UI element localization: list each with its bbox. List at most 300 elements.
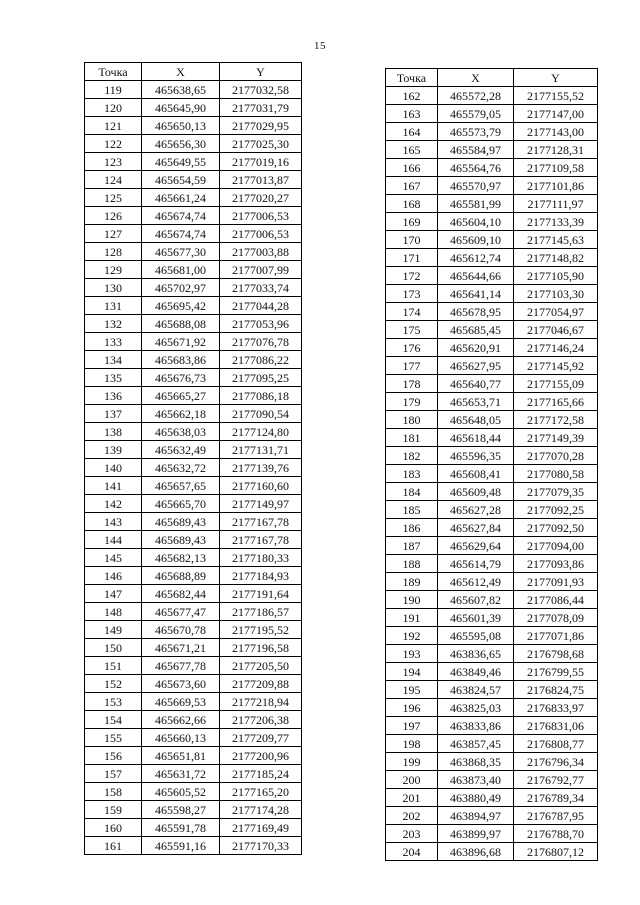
cell-x: 465671,92 [142, 333, 220, 351]
cell-y: 2177013,87 [220, 171, 302, 189]
table-row [386, 429, 598, 447]
cell-y: 2177078,09 [514, 609, 598, 627]
cell-x: 465670,78 [142, 621, 220, 639]
cell-x: 465650,13 [142, 117, 220, 135]
cell-point: 125 [85, 189, 142, 207]
table-row [386, 573, 598, 591]
cell-y: 2177148,82 [514, 249, 598, 267]
cell-x: 465629,64 [438, 537, 514, 555]
cell-x: 463836,65 [438, 645, 514, 663]
table-row [85, 639, 302, 657]
cell-x: 465677,78 [142, 657, 220, 675]
cell-x: 465584,97 [438, 141, 514, 159]
cell-point: 168 [386, 195, 438, 213]
cell-y: 2177145,92 [514, 357, 598, 375]
cell-point: 194 [386, 663, 438, 681]
cell-x: 465676,73 [142, 369, 220, 387]
cell-point: 134 [85, 351, 142, 369]
cell-y: 2177092,50 [514, 519, 598, 537]
cell-point: 172 [386, 267, 438, 285]
cell-y: 2177139,76 [220, 459, 302, 477]
cell-x: 463825,03 [438, 699, 514, 717]
cell-y: 2177071,86 [514, 627, 598, 645]
cell-point: 179 [386, 393, 438, 411]
table-row [85, 441, 302, 459]
cell-x: 465627,84 [438, 519, 514, 537]
cell-y: 2177006,53 [220, 225, 302, 243]
cell-y: 2177196,58 [220, 639, 302, 657]
cell-x: 465702,97 [142, 279, 220, 297]
cell-y: 2177079,35 [514, 483, 598, 501]
cell-point: 123 [85, 153, 142, 171]
table-row [386, 321, 598, 339]
table-row [85, 153, 302, 171]
table-row [386, 807, 598, 825]
cell-point: 181 [386, 429, 438, 447]
cell-y: 2176788,70 [514, 825, 598, 843]
cell-point: 132 [85, 315, 142, 333]
cell-x: 465682,44 [142, 585, 220, 603]
table-row [85, 675, 302, 693]
table-row [85, 603, 302, 621]
cell-x: 465618,44 [438, 429, 514, 447]
table-row [386, 159, 598, 177]
cell-y: 2177086,44 [514, 591, 598, 609]
cell-point: 187 [386, 537, 438, 555]
cell-x: 465564,76 [438, 159, 514, 177]
cell-point: 121 [85, 117, 142, 135]
table-row [85, 621, 302, 639]
cell-x: 465688,08 [142, 315, 220, 333]
table-row [85, 513, 302, 531]
cell-y: 2177070,28 [514, 447, 598, 465]
cell-x: 465595,08 [438, 627, 514, 645]
cell-y: 2176824,75 [514, 681, 598, 699]
cell-y: 2177019,16 [220, 153, 302, 171]
cell-point: 144 [85, 531, 142, 549]
cell-y: 2177200,96 [220, 747, 302, 765]
table-row [85, 261, 302, 279]
table-row [386, 591, 598, 609]
cell-x: 465682,13 [142, 549, 220, 567]
cell-y: 2177191,64 [220, 585, 302, 603]
table-row [386, 87, 598, 105]
cell-y: 2177046,67 [514, 321, 598, 339]
table-row [85, 189, 302, 207]
cell-point: 190 [386, 591, 438, 609]
cell-point: 148 [85, 603, 142, 621]
cell-point: 178 [386, 375, 438, 393]
cell-point: 173 [386, 285, 438, 303]
header-x: X [142, 63, 220, 81]
cell-point: 171 [386, 249, 438, 267]
cell-x: 463868,35 [438, 753, 514, 771]
cell-y: 2177128,31 [514, 141, 598, 159]
table-row [85, 369, 302, 387]
cell-y: 2177032,58 [220, 81, 302, 99]
cell-y: 2177095,25 [220, 369, 302, 387]
cell-point: 152 [85, 675, 142, 693]
cell-point: 137 [85, 405, 142, 423]
cell-y: 2177133,39 [514, 213, 598, 231]
table-row [386, 699, 598, 717]
cell-x: 465645,90 [142, 99, 220, 117]
table-row [386, 663, 598, 681]
table-row [386, 231, 598, 249]
header-point: Точка [386, 69, 438, 87]
cell-x: 465654,59 [142, 171, 220, 189]
table-row [386, 717, 598, 735]
cell-x: 463824,57 [438, 681, 514, 699]
cell-y: 2177160,60 [220, 477, 302, 495]
table-row [386, 267, 598, 285]
cell-x: 465605,52 [142, 783, 220, 801]
cell-y: 2177025,30 [220, 135, 302, 153]
table-row [85, 315, 302, 333]
cell-x: 465651,81 [142, 747, 220, 765]
cell-point: 174 [386, 303, 438, 321]
cell-x: 463857,45 [438, 735, 514, 753]
cell-x: 463899,97 [438, 825, 514, 843]
cell-point: 129 [85, 261, 142, 279]
cell-point: 193 [386, 645, 438, 663]
cell-point: 166 [386, 159, 438, 177]
table-row [386, 447, 598, 465]
cell-y: 2177146,24 [514, 339, 598, 357]
cell-x: 465620,91 [438, 339, 514, 357]
cell-y: 2177033,74 [220, 279, 302, 297]
cell-point: 159 [85, 801, 142, 819]
table-row [386, 105, 598, 123]
table-row [85, 531, 302, 549]
cell-y: 2177044,28 [220, 297, 302, 315]
table-row [85, 225, 302, 243]
cell-point: 164 [386, 123, 438, 141]
cell-point: 197 [386, 717, 438, 735]
table-row [85, 585, 302, 603]
cell-y: 2177086,22 [220, 351, 302, 369]
cell-x: 465657,65 [142, 477, 220, 495]
cell-y: 2177145,63 [514, 231, 598, 249]
table-row [386, 681, 598, 699]
cell-point: 151 [85, 657, 142, 675]
cell-x: 465695,42 [142, 297, 220, 315]
table-row [386, 177, 598, 195]
table-header-row [85, 63, 302, 81]
table-row [85, 81, 302, 99]
cell-point: 153 [85, 693, 142, 711]
cell-point: 158 [85, 783, 142, 801]
cell-y: 2177131,71 [220, 441, 302, 459]
cell-point: 154 [85, 711, 142, 729]
table-row [386, 375, 598, 393]
cell-point: 139 [85, 441, 142, 459]
cell-y: 2177090,54 [220, 405, 302, 423]
cell-point: 176 [386, 339, 438, 357]
table-row [386, 123, 598, 141]
cell-x: 465579,05 [438, 105, 514, 123]
table-row [85, 243, 302, 261]
table-row [85, 279, 302, 297]
cell-x: 465601,39 [438, 609, 514, 627]
table-row [386, 213, 598, 231]
cell-point: 175 [386, 321, 438, 339]
table-row [386, 645, 598, 663]
cell-y: 2177103,30 [514, 285, 598, 303]
table-row [386, 465, 598, 483]
cell-y: 2177054,97 [514, 303, 598, 321]
cell-y: 2176831,06 [514, 717, 598, 735]
cell-x: 465661,24 [142, 189, 220, 207]
cell-x: 465644,66 [438, 267, 514, 285]
cell-x: 465627,95 [438, 357, 514, 375]
cell-x: 465641,14 [438, 285, 514, 303]
cell-x: 465632,49 [142, 441, 220, 459]
cell-point: 167 [386, 177, 438, 195]
cell-y: 2177185,24 [220, 765, 302, 783]
table-row [85, 207, 302, 225]
cell-x: 463833,86 [438, 717, 514, 735]
table-row [85, 135, 302, 153]
table-row [386, 141, 598, 159]
cell-y: 2177092,25 [514, 501, 598, 519]
cell-y: 2177053,96 [220, 315, 302, 333]
cell-point: 191 [386, 609, 438, 627]
cell-point: 130 [85, 279, 142, 297]
cell-y: 2177155,52 [514, 87, 598, 105]
cell-x: 465683,86 [142, 351, 220, 369]
table-row [85, 387, 302, 405]
cell-point: 177 [386, 357, 438, 375]
cell-x: 465572,28 [438, 87, 514, 105]
table-header-row [386, 69, 598, 87]
cell-y: 2177165,66 [514, 393, 598, 411]
table-row [85, 765, 302, 783]
cell-y: 2177218,94 [220, 693, 302, 711]
table-row [386, 825, 598, 843]
table-row [85, 423, 302, 441]
cell-point: 195 [386, 681, 438, 699]
cell-point: 141 [85, 477, 142, 495]
table-row [85, 801, 302, 819]
cell-x: 465609,48 [438, 483, 514, 501]
cell-y: 2177180,33 [220, 549, 302, 567]
cell-y: 2176807,12 [514, 843, 598, 861]
cell-x: 463880,49 [438, 789, 514, 807]
cell-y: 2177094,00 [514, 537, 598, 555]
coordinates-table-left [84, 62, 302, 855]
cell-x: 465612,74 [438, 249, 514, 267]
cell-y: 2177172,58 [514, 411, 598, 429]
table-row [386, 519, 598, 537]
cell-y: 2177167,78 [220, 513, 302, 531]
cell-point: 119 [85, 81, 142, 99]
table-row [85, 99, 302, 117]
cell-x: 465671,21 [142, 639, 220, 657]
cell-point: 120 [85, 99, 142, 117]
cell-point: 163 [386, 105, 438, 123]
cell-point: 200 [386, 771, 438, 789]
table-row [386, 393, 598, 411]
table-row [386, 555, 598, 573]
cell-point: 150 [85, 639, 142, 657]
header-y: Y [220, 63, 302, 81]
cell-x: 465609,10 [438, 231, 514, 249]
cell-point: 202 [386, 807, 438, 825]
cell-point: 162 [386, 87, 438, 105]
table-row [85, 747, 302, 765]
cell-x: 465614,79 [438, 555, 514, 573]
cell-x: 465669,53 [142, 693, 220, 711]
table-row [85, 495, 302, 513]
cell-x: 465631,72 [142, 765, 220, 783]
table-body-right [386, 87, 598, 861]
cell-x: 465604,10 [438, 213, 514, 231]
cell-point: 136 [85, 387, 142, 405]
table-row [85, 693, 302, 711]
table-row [85, 459, 302, 477]
table-row [386, 357, 598, 375]
cell-point: 183 [386, 465, 438, 483]
cell-x: 465665,27 [142, 387, 220, 405]
cell-x: 465674,74 [142, 207, 220, 225]
table-row [85, 711, 302, 729]
cell-x: 465612,49 [438, 573, 514, 591]
cell-y: 2177080,58 [514, 465, 598, 483]
cell-x: 465665,70 [142, 495, 220, 513]
cell-x: 463849,46 [438, 663, 514, 681]
cell-x: 465627,28 [438, 501, 514, 519]
cell-y: 2177167,78 [220, 531, 302, 549]
table-row [386, 843, 598, 861]
cell-y: 2177149,97 [220, 495, 302, 513]
cell-y: 2177007,99 [220, 261, 302, 279]
cell-y: 2176789,34 [514, 789, 598, 807]
cell-point: 199 [386, 753, 438, 771]
cell-x: 465573,79 [438, 123, 514, 141]
cell-y: 2177195,52 [220, 621, 302, 639]
cell-x: 465660,13 [142, 729, 220, 747]
table-row [386, 339, 598, 357]
coordinates-table-right [385, 68, 598, 861]
cell-y: 2177184,93 [220, 567, 302, 585]
table-row [85, 729, 302, 747]
cell-point: 126 [85, 207, 142, 225]
cell-x: 465677,30 [142, 243, 220, 261]
cell-point: 133 [85, 333, 142, 351]
cell-point: 127 [85, 225, 142, 243]
cell-y: 2176833,97 [514, 699, 598, 717]
cell-y: 2177105,90 [514, 267, 598, 285]
cell-x: 465656,30 [142, 135, 220, 153]
table-row [85, 657, 302, 675]
cell-y: 2177170,33 [220, 837, 302, 855]
cell-point: 140 [85, 459, 142, 477]
cell-y: 2177031,79 [220, 99, 302, 117]
cell-point: 156 [85, 747, 142, 765]
cell-y: 2177086,18 [220, 387, 302, 405]
cell-y: 2177149,39 [514, 429, 598, 447]
table-row [85, 549, 302, 567]
cell-y: 2177124,80 [220, 423, 302, 441]
cell-x: 465608,41 [438, 465, 514, 483]
cell-point: 201 [386, 789, 438, 807]
cell-point: 196 [386, 699, 438, 717]
cell-point: 161 [85, 837, 142, 855]
page-number: 15 [314, 40, 326, 52]
cell-point: 180 [386, 411, 438, 429]
cell-y: 2176799,55 [514, 663, 598, 681]
cell-point: 185 [386, 501, 438, 519]
cell-y: 2177109,58 [514, 159, 598, 177]
table-row [85, 567, 302, 585]
table-row [85, 405, 302, 423]
cell-point: 198 [386, 735, 438, 753]
table-row [386, 789, 598, 807]
cell-y: 2177006,53 [220, 207, 302, 225]
cell-point: 169 [386, 213, 438, 231]
cell-point: 122 [85, 135, 142, 153]
cell-y: 2177003,88 [220, 243, 302, 261]
cell-point: 142 [85, 495, 142, 513]
cell-x: 465591,78 [142, 819, 220, 837]
cell-point: 157 [85, 765, 142, 783]
cell-x: 465591,16 [142, 837, 220, 855]
cell-point: 192 [386, 627, 438, 645]
cell-point: 155 [85, 729, 142, 747]
table-row [386, 483, 598, 501]
cell-y: 2177029,95 [220, 117, 302, 135]
cell-point: 145 [85, 549, 142, 567]
table-row [386, 537, 598, 555]
table-row [386, 753, 598, 771]
cell-point: 204 [386, 843, 438, 861]
header-point: Точка [85, 63, 142, 81]
cell-x: 463894,97 [438, 807, 514, 825]
cell-point: 189 [386, 573, 438, 591]
cell-point: 128 [85, 243, 142, 261]
cell-point: 147 [85, 585, 142, 603]
cell-x: 465685,45 [438, 321, 514, 339]
cell-y: 2177155,09 [514, 375, 598, 393]
cell-x: 463873,40 [438, 771, 514, 789]
cell-y: 2177143,00 [514, 123, 598, 141]
cell-point: 186 [386, 519, 438, 537]
cell-point: 203 [386, 825, 438, 843]
cell-y: 2177209,77 [220, 729, 302, 747]
cell-y: 2176798,68 [514, 645, 598, 663]
table-row [85, 351, 302, 369]
table-row [386, 501, 598, 519]
cell-y: 2177020,27 [220, 189, 302, 207]
cell-x: 463896,68 [438, 843, 514, 861]
cell-point: 184 [386, 483, 438, 501]
cell-y: 2177174,28 [220, 801, 302, 819]
cell-x: 465638,03 [142, 423, 220, 441]
table-row [85, 171, 302, 189]
cell-y: 2176792,77 [514, 771, 598, 789]
cell-y: 2177206,38 [220, 711, 302, 729]
table-row [386, 195, 598, 213]
table-body-left [85, 81, 302, 855]
cell-y: 2177209,88 [220, 675, 302, 693]
cell-x: 465607,82 [438, 591, 514, 609]
cell-y: 2177186,57 [220, 603, 302, 621]
cell-point: 160 [85, 819, 142, 837]
cell-x: 465653,71 [438, 393, 514, 411]
cell-y: 2176796,34 [514, 753, 598, 771]
table-row [386, 303, 598, 321]
